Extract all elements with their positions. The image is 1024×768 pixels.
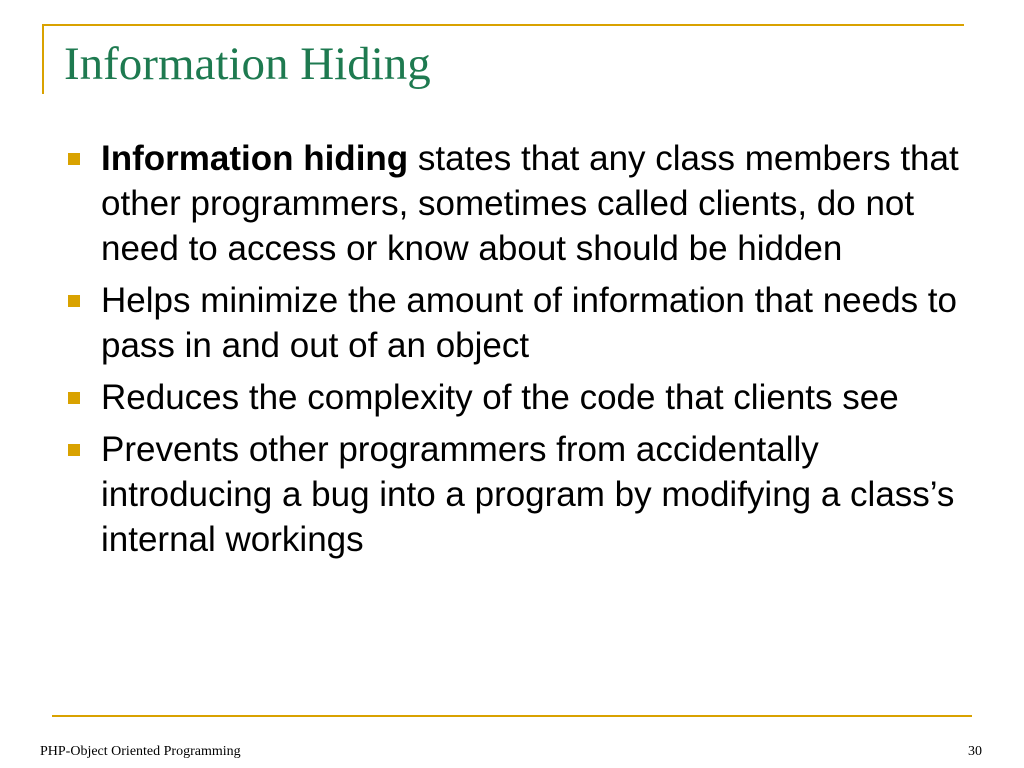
bullet-list: [64, 136, 964, 569]
bullet-term: Information hiding: [101, 139, 409, 178]
left-accent-line: [42, 24, 44, 94]
page-number: 30: [968, 744, 982, 759]
footer-title: PHP-Object Oriented Programming: [40, 744, 241, 759]
top-divider: [42, 24, 964, 26]
bullet-text: Prevents other programmers from accidentally introducing a bug into a program by modifying a class’s internal workings: [101, 430, 955, 559]
square-bullet-icon: [68, 153, 80, 165]
bullet-text: Helps minimize the amount of information that needs to pass in and out of an object: [101, 281, 957, 365]
bullet-item: [64, 375, 964, 420]
square-bullet-icon: [68, 295, 80, 307]
bullet-item: [64, 136, 964, 271]
slide-title: Information Hiding: [64, 38, 431, 90]
bullet-text: states that any class members that other programmers, sometimes called clients, do not need to access or know about should be hidden: [101, 139, 959, 268]
bullet-item: [64, 427, 964, 562]
bullet-item: [64, 278, 964, 368]
bottom-divider: [52, 715, 972, 717]
bullet-text: Reduces the complexity of the code that clients see: [101, 378, 899, 417]
square-bullet-icon: [68, 444, 80, 456]
square-bullet-icon: [68, 392, 80, 404]
